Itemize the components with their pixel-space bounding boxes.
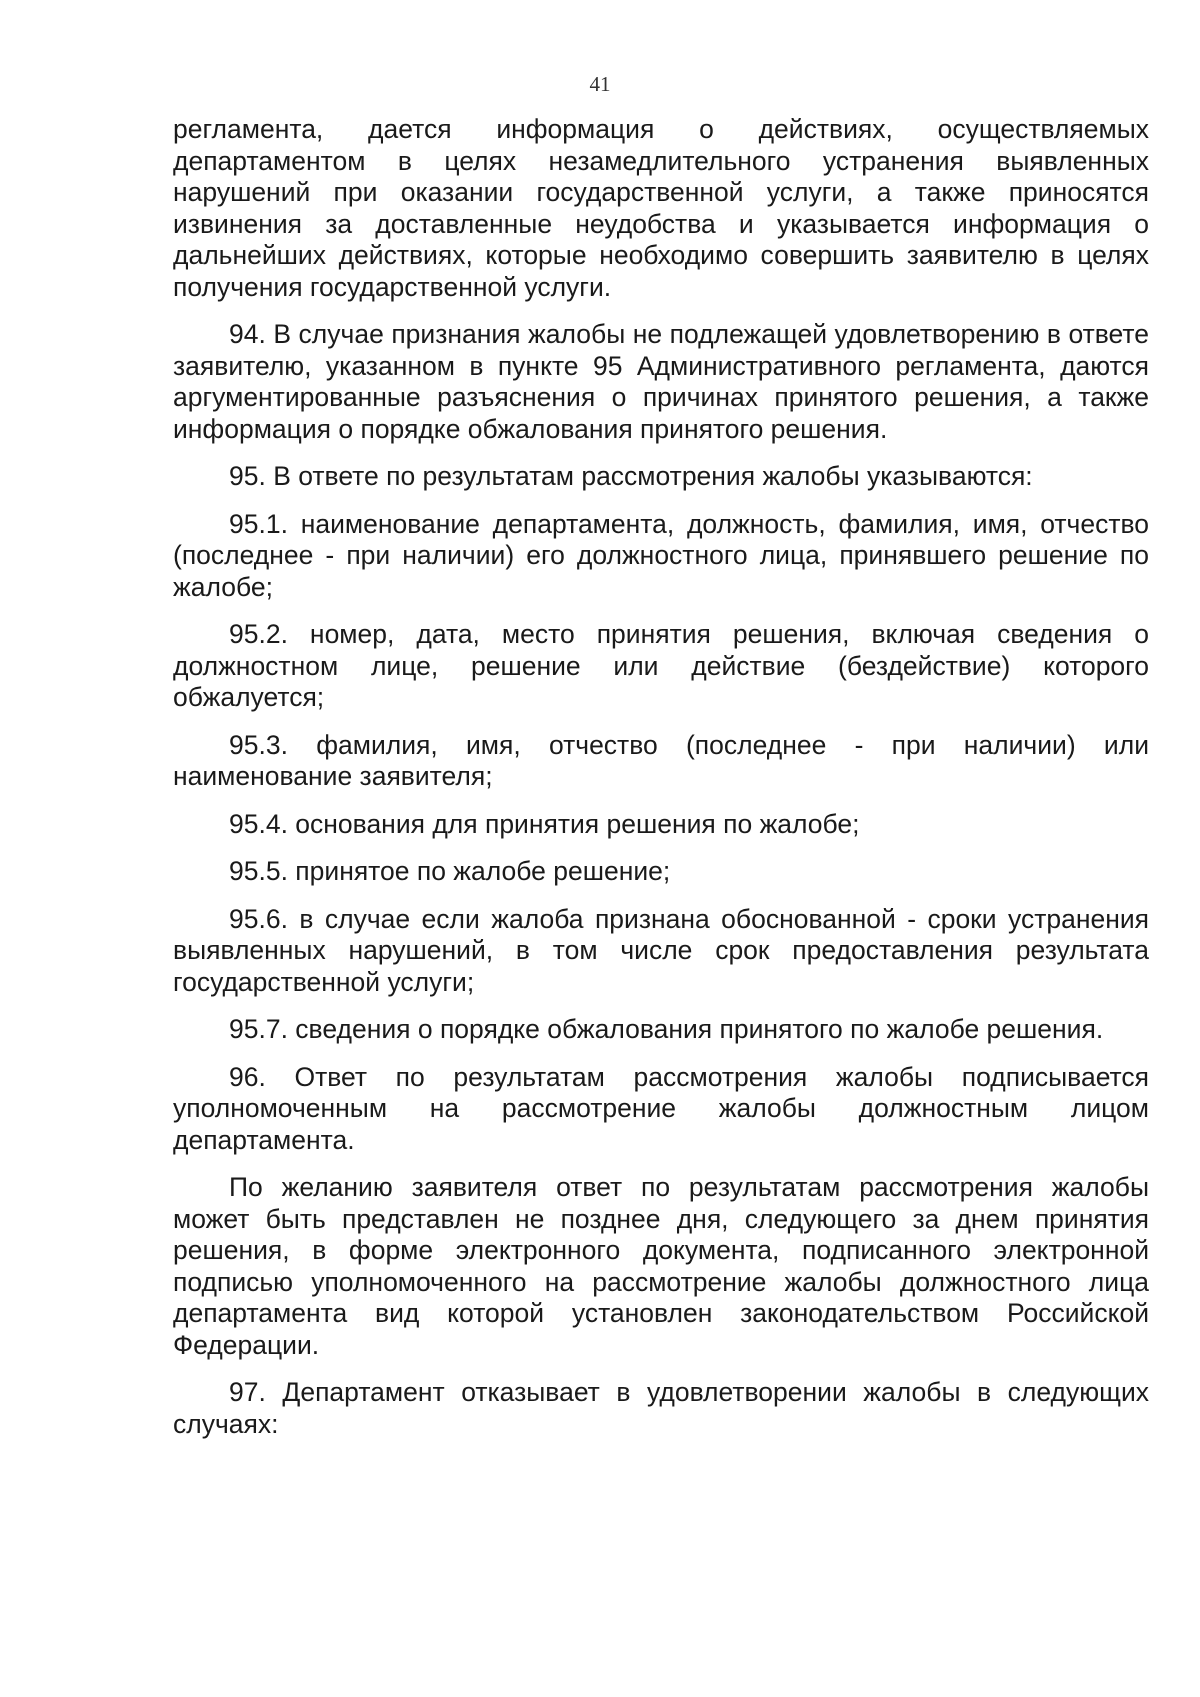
paragraph-95-3: 95.3. фамилия, имя, отчество (последнее - при наличии) или наименование заявителя; — [173, 729, 1149, 791]
paragraph-95: 95. В ответе по результатам рассмотрения жалобы указываются: — [229, 461, 1033, 491]
paragraph-95-4: 95.4. основания для принятия решения по жалобе; — [229, 808, 860, 839]
document-body — [173, 114, 1149, 1456]
page-number: 41 — [589, 72, 611, 96]
paragraph-95-1: 95.1. наименование департамента, должность, фамилия, имя, отчество (последнее - при наличии) его должностного лица, принявшего решение по жалобе; — [173, 508, 1149, 602]
paragraph-95-5: 95.5. принятое по жалобе решение; — [229, 856, 671, 886]
paragraph-95-6: 95.6. в случае если жалоба признана обоснованной - сроки устранения выявленных нарушений, в том числе срок предоставления результата государственной услуги; — [173, 903, 1149, 997]
paragraph-96: 96. Ответ по результатам рассмотрения жалобы подписывается уполномоченным на рассмотрение жалобы должностным лицом департамента. — [173, 1061, 1149, 1155]
paragraph-95-7: 95.7. сведения о порядке обжалования принятого по жалобе решения. — [229, 1014, 1104, 1044]
paragraph-96-electronic-answer: По желанию заявителя ответ по результатам рассмотрения жалобы может быть представлен не позднее дня, следующего за днем принятия решения, в форме электронного документа, подписанного электронной подписью уполномоченного на рассмотрение жалобы должностного лица департамента вид которой установлен законодательством Российской Федерации. — [173, 1172, 1149, 1360]
paragraph-94: 94. В случае признания жалобы не подлежащей удовлетворению в ответе заявителю, указанном в пункте 95 Административного регламента, даются аргументированные разъяснения о причинах принятого решения, а также информация о порядке обжалования принятого решения. — [173, 319, 1149, 444]
paragraph-97: 97. Департамент отказывает в удовлетворении жалобы в следующих случаях: — [173, 1377, 1149, 1439]
paragraph-continuation: регламента, дается информация о действиях, осуществляемых департаментом в целях незамедлительного устранения выявленных нарушений при оказании государственной услуги, а также приносятся извинения за доставленные неудобства и указывается информация о дальнейших действиях, которые необходимо совершить заявителю в целях получения государственной услуги. — [173, 114, 1149, 302]
paragraph-95-2: 95.2. номер, дата, место принятия решения, включая сведения о должностном лице, решение или действие (бездействие) которого обжалуется; — [173, 619, 1149, 712]
